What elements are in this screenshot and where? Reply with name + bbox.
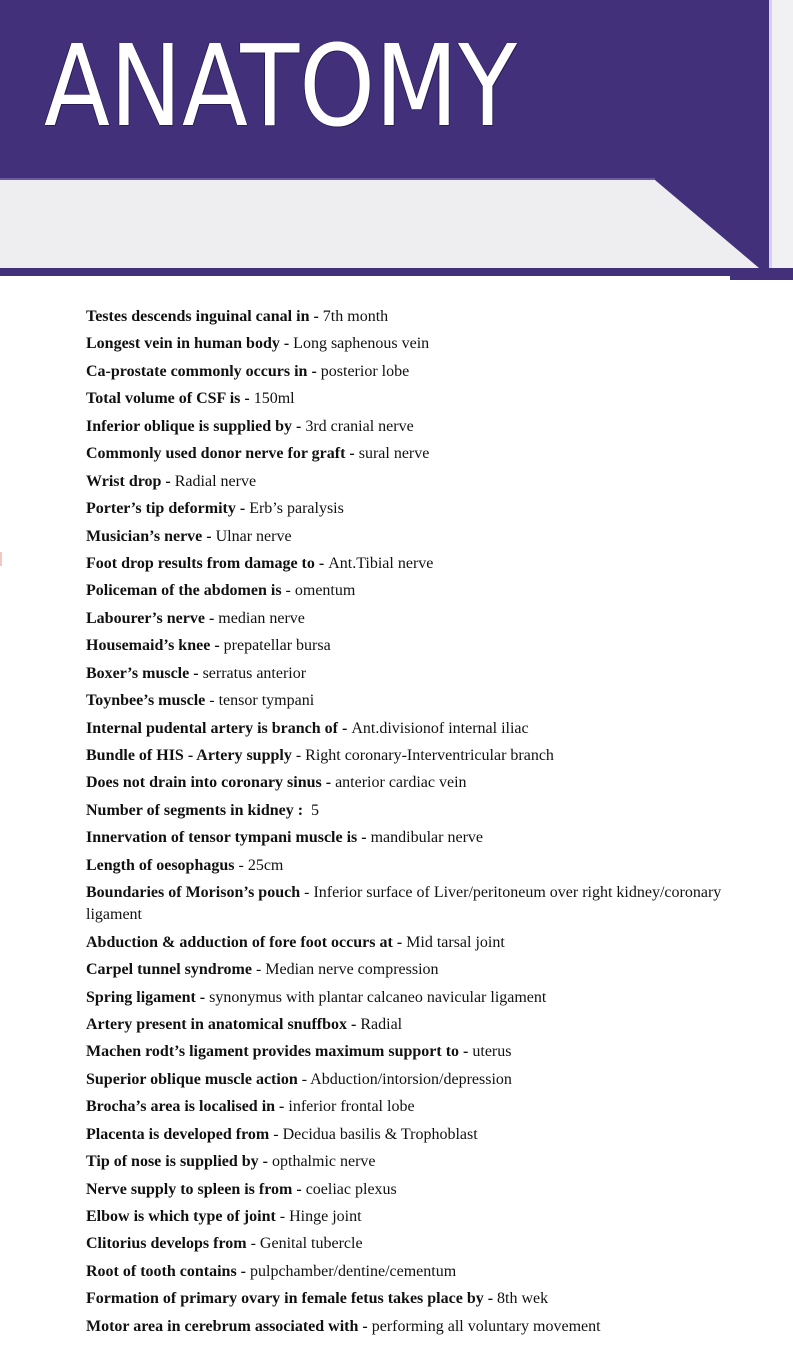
fact-item [86, 526, 726, 548]
fact-separator: - [345, 445, 359, 463]
fact-item [86, 443, 726, 465]
fact-answer: performing all voluntary movement [371, 1317, 601, 1335]
fact-item [86, 608, 726, 630]
fact-question: Artery present in anatomical snuffbox [86, 1015, 348, 1033]
fact-separator: - [281, 582, 295, 600]
fact-answer: Mid tarsal joint [406, 933, 505, 951]
fact-item [86, 333, 726, 355]
fact-item [86, 1151, 726, 1173]
fact-answer: anterior cardiac vein [335, 774, 467, 792]
fact-separator: - [392, 933, 407, 951]
fact-answer: Hinge joint [289, 1208, 362, 1225]
page-title: ANATOMY [44, 22, 517, 152]
fact-separator: - [236, 1262, 250, 1280]
fact-answer: median nerve [218, 609, 305, 627]
fact-item [86, 1096, 726, 1118]
fact-question: Boxer’s muscle [86, 664, 190, 682]
fact-answer: 3rd cranial nerve [305, 417, 414, 435]
fact-question: Spring ligament [86, 988, 196, 1006]
fact-answer: 5 [311, 801, 320, 819]
fact-separator: - [235, 500, 250, 518]
fact-separator: - [210, 637, 224, 655]
fact-answer: posterior lobe [320, 362, 410, 380]
fact-question: Foot drop results from damage to [86, 554, 315, 572]
fact-separator: - [269, 1125, 283, 1143]
fact-question: Total volume of CSF is [86, 390, 241, 408]
fact-answer: sural nerve [358, 445, 430, 463]
fact-separator: - [204, 609, 219, 627]
fact-item [86, 827, 726, 849]
fact-separator: - [483, 1290, 498, 1308]
fact-question: Placenta is developed from [86, 1125, 270, 1143]
fact-item [86, 772, 726, 794]
fact-item [86, 1041, 726, 1063]
fact-separator: - [234, 856, 248, 874]
fact-question: Does not drain into coronary sinus [86, 774, 322, 792]
fact-separator: - [258, 1153, 272, 1171]
fact-separator: - [205, 692, 219, 710]
fact-separator: - [291, 417, 306, 435]
header-banner [0, 0, 793, 285]
fact-separator: - [321, 774, 336, 792]
fact-item [86, 1124, 726, 1146]
fact-separator: - [338, 719, 352, 737]
fact-question: Policeman of the abdomen is [86, 582, 282, 600]
fact-answer: Genital tubercle [259, 1235, 363, 1253]
fact-answer: Decidua basilis & Trophoblast [282, 1125, 478, 1143]
fact-question: Root of tooth contains [86, 1262, 237, 1280]
fact-separator: - [309, 308, 323, 325]
fact-question: Porter’s tip deformity [86, 500, 236, 518]
fact-item [86, 855, 726, 877]
fact-item [86, 306, 726, 328]
fact-question: Inferior oblique is supplied by [86, 417, 292, 435]
fact-question: Boundaries of Morison’s pouch [86, 884, 301, 902]
fact-item [86, 959, 726, 981]
fact-item [86, 800, 726, 822]
fact-answer: serratus anterior [202, 664, 307, 682]
fact-item [86, 1206, 726, 1228]
fact-separator: - [297, 1070, 311, 1088]
banner-bottom-tab [730, 276, 793, 280]
fact-separator: - [195, 988, 210, 1006]
fact-answer: Radial nerve [174, 472, 257, 490]
fact-answer: Abduction/intorsion/depression [310, 1070, 512, 1088]
fact-item [86, 416, 726, 438]
fact-question: Clitorius develops from [86, 1235, 247, 1253]
fact-answer: 150ml [253, 390, 295, 408]
fact-separator: - [292, 1180, 306, 1198]
fact-separator: - [251, 961, 266, 979]
edge-mark [0, 552, 2, 566]
facts-list [86, 306, 726, 1343]
fact-question: Innervation of tensor tympani muscle is [86, 829, 358, 847]
fact-answer: uterus [472, 1043, 512, 1061]
fact-separator: - [275, 1098, 289, 1116]
fact-question: Internal pudental artery is branch of [86, 719, 338, 737]
fact-item [86, 580, 726, 602]
fact-question: Length of oesophagus [86, 856, 235, 874]
fact-separator: - [314, 554, 329, 572]
fact-separator: - [300, 884, 314, 902]
fact-question: Ca-prostate commonly occurs in [86, 362, 308, 380]
fact-answer: prepatellar bursa [223, 637, 331, 655]
fact-answer: Ulnar nerve [215, 527, 292, 545]
fact-item [86, 553, 726, 575]
fact-question: Wrist drop [86, 472, 162, 490]
fact-question: Machen rodt’s ligament provides maximum support to [86, 1043, 460, 1061]
fact-item [86, 1288, 726, 1310]
fact-answer: 25cm [247, 856, 284, 874]
fact-question: Longest vein in human body [86, 335, 280, 353]
fact-question: Carpel tunnel syndrome [86, 961, 252, 979]
fact-question: Number of segments in kidney : [86, 801, 304, 819]
fact-item [86, 1261, 726, 1283]
band-top-edge [0, 178, 655, 180]
fact-item [86, 388, 726, 410]
fact-answer: Ant.Tibial nerve [328, 554, 434, 572]
fact-answer: 8th wek [497, 1290, 549, 1308]
fact-separator: - [459, 1043, 473, 1061]
banner-right-strip [769, 0, 793, 270]
banner-bottom-rule [0, 268, 793, 276]
fact-item [86, 663, 726, 685]
fact-item [86, 1233, 726, 1255]
fact-answer: 7th month [322, 308, 389, 325]
fact-separator [303, 802, 311, 819]
fact-separator: - [357, 829, 371, 847]
fact-answer: opthalmic nerve [272, 1153, 376, 1171]
fact-answer: Median nerve compression [265, 961, 439, 979]
fact-question: Tip of nose is supplied by [86, 1153, 259, 1171]
fact-item [86, 1179, 726, 1201]
fact-separator: - [347, 1015, 361, 1033]
fact-answer: omentum [294, 582, 356, 600]
fact-item [86, 745, 726, 767]
fact-item [86, 471, 726, 493]
fact-question: Abduction & adduction of fore foot occurs at [86, 933, 393, 951]
fact-item [86, 987, 726, 1009]
fact-item [86, 498, 726, 520]
fact-question: Musician’s nerve [86, 527, 203, 545]
fact-question: Nerve supply to spleen is from [86, 1180, 293, 1198]
fact-item [86, 1014, 726, 1036]
fact-item [86, 635, 726, 657]
fact-question: Housemaid’s knee [86, 637, 211, 655]
banner-gray-band [0, 180, 759, 268]
fact-separator: - [307, 362, 321, 380]
fact-question: Commonly used donor nerve for graft [86, 445, 346, 463]
fact-separator: - [275, 1208, 290, 1225]
fact-separator: - [246, 1235, 260, 1253]
fact-item [86, 718, 726, 740]
fact-answer: coeliac plexus [305, 1180, 397, 1198]
fact-question: Bundle of HIS - Artery supply [86, 747, 292, 764]
fact-answer: Radial [360, 1015, 403, 1033]
right-strip-edge [769, 0, 772, 270]
fact-answer: mandibular nerve [370, 829, 483, 847]
fact-question: Labourer’s nerve [86, 609, 205, 627]
fact-item [86, 690, 726, 712]
fact-separator: - [279, 335, 294, 353]
fact-answer: Long saphenous vein [293, 335, 430, 353]
fact-item [86, 932, 726, 954]
fact-item [86, 882, 726, 926]
fact-separator: - [240, 390, 254, 408]
fact-question: Toynbee’s muscle [86, 692, 206, 710]
fact-question: Motor area in cerebrum associated with [86, 1317, 359, 1335]
fact-question: Formation of primary ovary in female fetus takes place by [86, 1290, 484, 1308]
fact-answer: tensor tympani [218, 692, 315, 710]
fact-item [86, 1316, 726, 1338]
fact-separator: - [202, 527, 216, 545]
fact-answer: Inferior surface of Liver/peritoneum over right kidney/coronary ligament [86, 884, 722, 924]
fact-answer: Erb’s paralysis [249, 500, 344, 518]
fact-question: Brocha’s area is localised in [86, 1098, 276, 1116]
fact-separator: - [358, 1317, 372, 1335]
fact-separator: - [291, 747, 306, 764]
fact-answer: inferior frontal lobe [288, 1098, 415, 1116]
fact-item [86, 1069, 726, 1091]
fact-answer: pulpchamber/dentine/cementum [250, 1262, 457, 1280]
fact-question: Superior oblique muscle action [86, 1070, 298, 1088]
fact-question: Elbow is which type of joint [86, 1208, 276, 1225]
fact-question: Testes descends inguinal canal in [86, 308, 310, 325]
fact-separator: - [161, 472, 175, 490]
fact-item [86, 361, 726, 383]
fact-answer: Right coronary-Interventricular branch [305, 747, 554, 764]
fact-answer: Ant.divisionof internal iliac [351, 719, 529, 737]
fact-separator: - [189, 664, 203, 682]
fact-answer: synonymus with plantar calcaneo navicular ligament [209, 988, 547, 1006]
